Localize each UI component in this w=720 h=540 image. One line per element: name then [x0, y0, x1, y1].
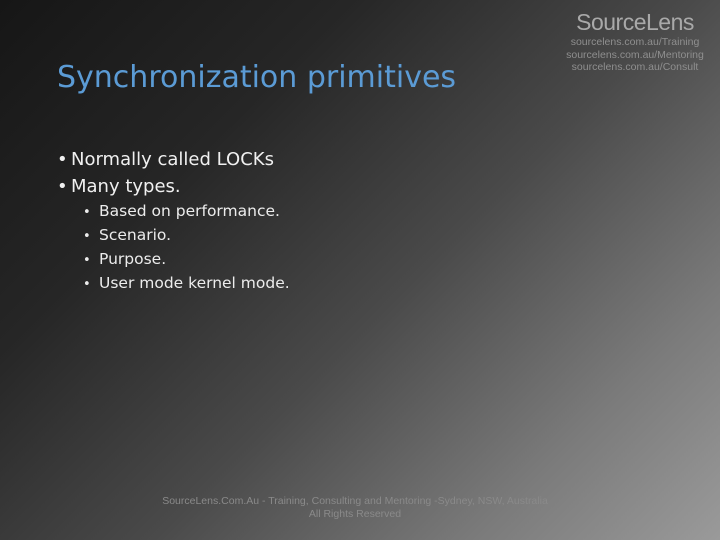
sub-bullet-text: User mode kernel mode. [99, 274, 290, 292]
brand-watermark [560, 8, 710, 74]
slide-footer [0, 495, 710, 521]
bullet-item [57, 173, 290, 296]
bullet-glyph: • [83, 277, 91, 292]
brand-logo-text: SourceLens [576, 9, 694, 35]
bullet-list [57, 146, 290, 296]
sub-bullet-list [57, 200, 290, 296]
footer-line-rights: All Rights Reserved [308, 508, 402, 520]
sub-bullet-item [83, 200, 290, 224]
bullet-glyph: • [57, 176, 68, 197]
bullet-text: Many types. [71, 176, 181, 197]
sub-bullet-text: Based on performance. [99, 202, 280, 220]
bullet-glyph: • [83, 229, 91, 244]
sub-bullet-text: Purpose. [99, 250, 167, 268]
bullet-glyph: • [83, 205, 91, 220]
bullet-glyph: • [57, 149, 68, 170]
sub-bullet-item [83, 224, 290, 248]
sub-bullet-item [83, 248, 290, 272]
brand-link-training: sourcelens.com.au/Training [570, 36, 700, 48]
sub-bullet-text: Scenario. [99, 226, 172, 244]
sub-bullet-item [83, 272, 290, 296]
bullet-item [57, 146, 290, 173]
slide-title: Synchronization primitives [57, 60, 457, 95]
brand-link-consult: sourcelens.com.au/Consult [571, 61, 699, 73]
bullet-text: Normally called LOCKs [71, 149, 274, 170]
footer-line-company: SourceLens.Com.Au - Training, Consulting and Mentoring -Sydney, NSW, Australia [162, 495, 548, 507]
brand-link-mentoring: sourcelens.com.au/Mentoring [566, 48, 704, 61]
bullet-glyph: • [83, 253, 91, 268]
